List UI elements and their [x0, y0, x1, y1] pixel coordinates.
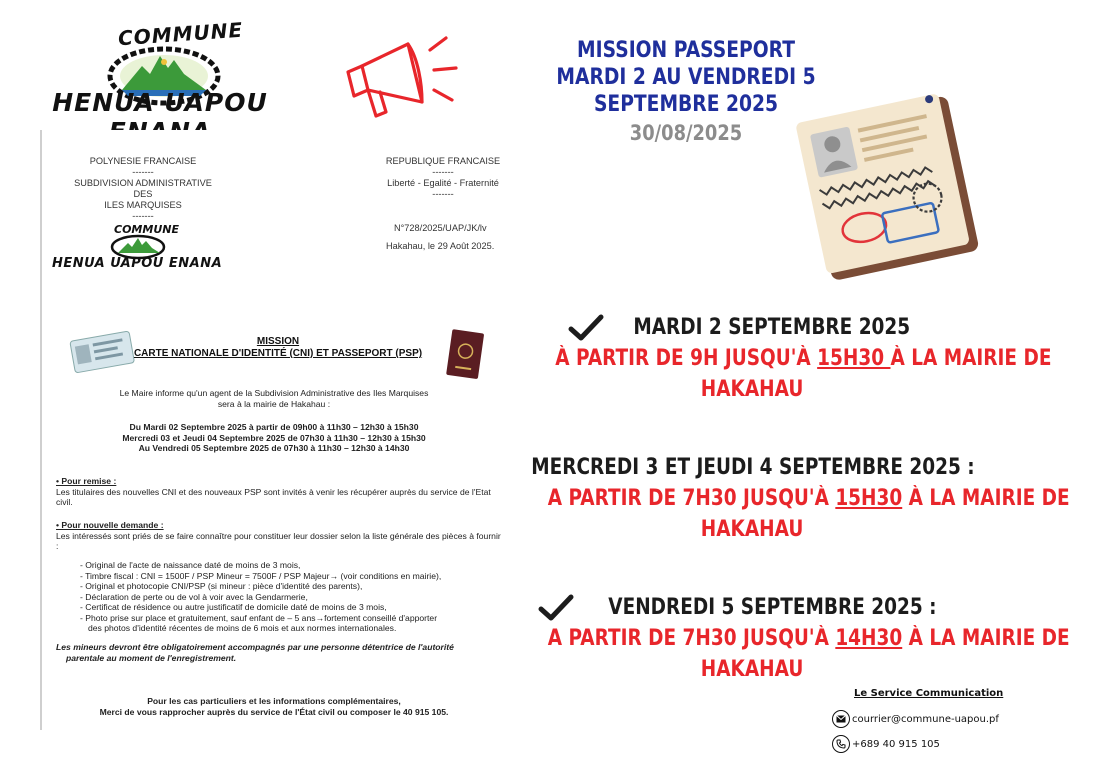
right-header	[368, 156, 518, 200]
schedule-hours-line	[498, 483, 1070, 514]
phone-row[interactable]	[832, 735, 940, 753]
mission-dates: MARDI 2 AU VENDREDI 5 SEPTEMBRE 2025	[556, 65, 816, 117]
right-header-line: -------	[432, 189, 454, 199]
right-header-line: Liberté - Egalité - Fraternité	[387, 178, 499, 188]
remise-label: • Pour remise :	[56, 476, 117, 486]
list-item: - Photo prise sur place et gratuitement, sauf enfant de – 5 ans→fortement conseillé d'apporter	[80, 612, 438, 623]
logo-top-text: COMMUNE	[117, 17, 244, 51]
schedule-day-heading	[498, 452, 1006, 483]
place-label: HAKAHAU	[700, 377, 804, 402]
remise-section	[56, 476, 502, 508]
document-footer	[54, 696, 494, 717]
left-header-line: POLYNESIE FRANCAISE	[89, 156, 197, 166]
day-label: VENDREDI 5 SEPTEMBRE 2025 :	[607, 595, 937, 620]
schedule-wednesday-thursday	[498, 452, 1070, 545]
demande-label: • Pour nouvelle demande :	[56, 520, 164, 530]
closing-time: 15H30	[817, 346, 891, 371]
remise-text: Les titulaires des nouvelles CNI et des nouveaux PSP sont invités à venir les récupérer auprès du service de l'Etat civil.	[56, 486, 491, 507]
hours-prefix: À PARTIR DE 9H JUSQU'À	[555, 346, 818, 371]
document-logo-bottom-text: HENUA UAPOU ENANA	[52, 256, 223, 271]
document-hours	[54, 422, 494, 454]
document-reference: N°728/2025/UAP/JK/lv	[394, 223, 487, 233]
list-item: des photos d'identité récentes de moins de 6 mois et aux normes internationales.	[88, 623, 397, 633]
document-intro	[54, 388, 494, 409]
hours-suffix: À LA MAIRIE DE	[902, 486, 1070, 511]
schedule-day-heading	[508, 312, 996, 343]
official-notice-document	[40, 130, 510, 730]
left-header	[68, 156, 218, 222]
list-item: - Original et photocopie CNI/PSP (si mineur : pièce d'identité des parents),	[80, 581, 363, 591]
document-edge	[40, 130, 42, 730]
list-item: - Certificat de résidence ou autre justificatif de domicile daté de moins de 3 mois,	[80, 602, 387, 612]
footer-line: Pour les cas particuliers et les informations complémentaires,	[147, 696, 401, 706]
hours-line: Du Mardi 02 Septembre 2025 à partir de 09h00 à 11h30 – 12h30 à 15h30	[129, 422, 419, 432]
schedule-place	[498, 514, 1006, 545]
right-header-line: REPUBLIQUE FRANCAISE	[385, 156, 501, 166]
hours-prefix: A PARTIR DE 7H30 JUSQU'À	[547, 486, 836, 511]
left-header-line: DES	[133, 189, 153, 199]
list-item: - Déclaration de perte ou de vol à voir avec la Gendarmerie,	[80, 591, 308, 602]
document-title-line: MISSION	[256, 336, 300, 347]
left-header-line: -------	[132, 167, 154, 177]
megaphone-icon	[338, 28, 470, 126]
hours-line: Au Vendredi 05 Septembre 2025 de 07h30 à 11h30 – 12h30 à 14h30	[138, 443, 410, 453]
schedule-friday	[498, 592, 1070, 685]
schedule-hours-line	[508, 343, 1052, 374]
place-label: HAKAHAU	[700, 657, 804, 682]
commune-logo	[26, 17, 294, 122]
left-header-line: -------	[132, 211, 154, 221]
document-title-line: CARTE NATIONALE D'IDENTITÉ (CNI) ET PASSEPORT (PSP)	[133, 348, 423, 359]
document-title	[92, 336, 464, 360]
phone-number[interactable]: +689 40 915 105	[852, 738, 940, 750]
email-row[interactable]	[832, 710, 999, 728]
checkmark-icon	[567, 314, 605, 342]
day-label: MERCREDI 3 ET JEUDI 4 SEPTEMBRE 2025 :	[531, 455, 975, 480]
intro-line: Le Maire informe qu'un agent de la Subdivision Administrative des Iles Marquises	[119, 388, 429, 398]
email-address[interactable]: courrier@commune-uapou.pf	[852, 713, 999, 725]
hours-suffix: À LA MAIRIE DE	[890, 346, 1052, 371]
schedule-place	[498, 654, 1006, 685]
closing-time: 15H30	[835, 486, 903, 511]
publish-date: 30/08/2025	[629, 121, 743, 145]
list-item: - Timbre fiscal : CNI = 1500F / PSP Mineur = 7500F / PSP Majeur→ (voir conditions en mairie),	[80, 570, 442, 581]
intro-line: sera à la mairie de Hakahau :	[217, 398, 331, 409]
hours-line: Mercredi 03 et Jeudi 04 Septembre 2025 de 07h30 à 11h30 – 12h30 à 15h30	[122, 432, 426, 443]
schedule-day-heading	[498, 592, 1006, 623]
document-place-date: Hakahau, le 29 Août 2025.	[386, 241, 495, 251]
schedule-hours-line	[498, 623, 1070, 654]
left-header-line: ILES MARQUISES	[104, 200, 182, 210]
logo-bottom-text: HENUA UAPOU	[52, 88, 268, 117]
required-documents-list	[80, 560, 500, 634]
mission-title: MISSION PASSEPORT	[577, 38, 795, 63]
day-label: MARDI 2 SEPTEMBRE 2025	[633, 315, 911, 340]
passport-illustration-icon	[796, 94, 976, 276]
left-header-line: SUBDIVISION ADMINISTRATIVE	[74, 178, 212, 188]
place-label: HAKAHAU	[700, 517, 804, 542]
list-item: - Original de l'acte de naissance daté de moins de 3 mois,	[80, 560, 301, 570]
right-header-line: -------	[432, 167, 454, 177]
minors-notice	[56, 642, 502, 663]
minors-line: parentale au moment de l'enregistrement.	[66, 652, 237, 663]
mail-icon	[832, 710, 850, 728]
closing-time: 14H30	[835, 626, 903, 651]
minors-line: Les mineurs devront être obligatoirement accompagnés par une personne détentrice de l'autorité	[56, 642, 454, 652]
document-logo-top-text: COMMUNE	[114, 223, 179, 236]
schedule-tuesday	[508, 312, 1052, 405]
phone-icon	[832, 735, 850, 753]
service-name: Le Service Communication	[854, 688, 1004, 699]
hours-suffix: À LA MAIRIE DE	[902, 626, 1070, 651]
demande-text: Les intéressés sont priés de se faire connaître pour constituer leur dossier selon la liste générale des pièces à fournir :	[56, 530, 501, 551]
footer-line: Merci de vous rapprocher auprès du service de l'État civil ou composer le 40 915 105.	[99, 706, 449, 717]
schedule-place	[508, 374, 996, 405]
demande-section	[56, 520, 502, 552]
checkmark-icon	[537, 594, 575, 622]
hours-prefix: A PARTIR DE 7H30 JUSQU'À	[547, 626, 836, 651]
